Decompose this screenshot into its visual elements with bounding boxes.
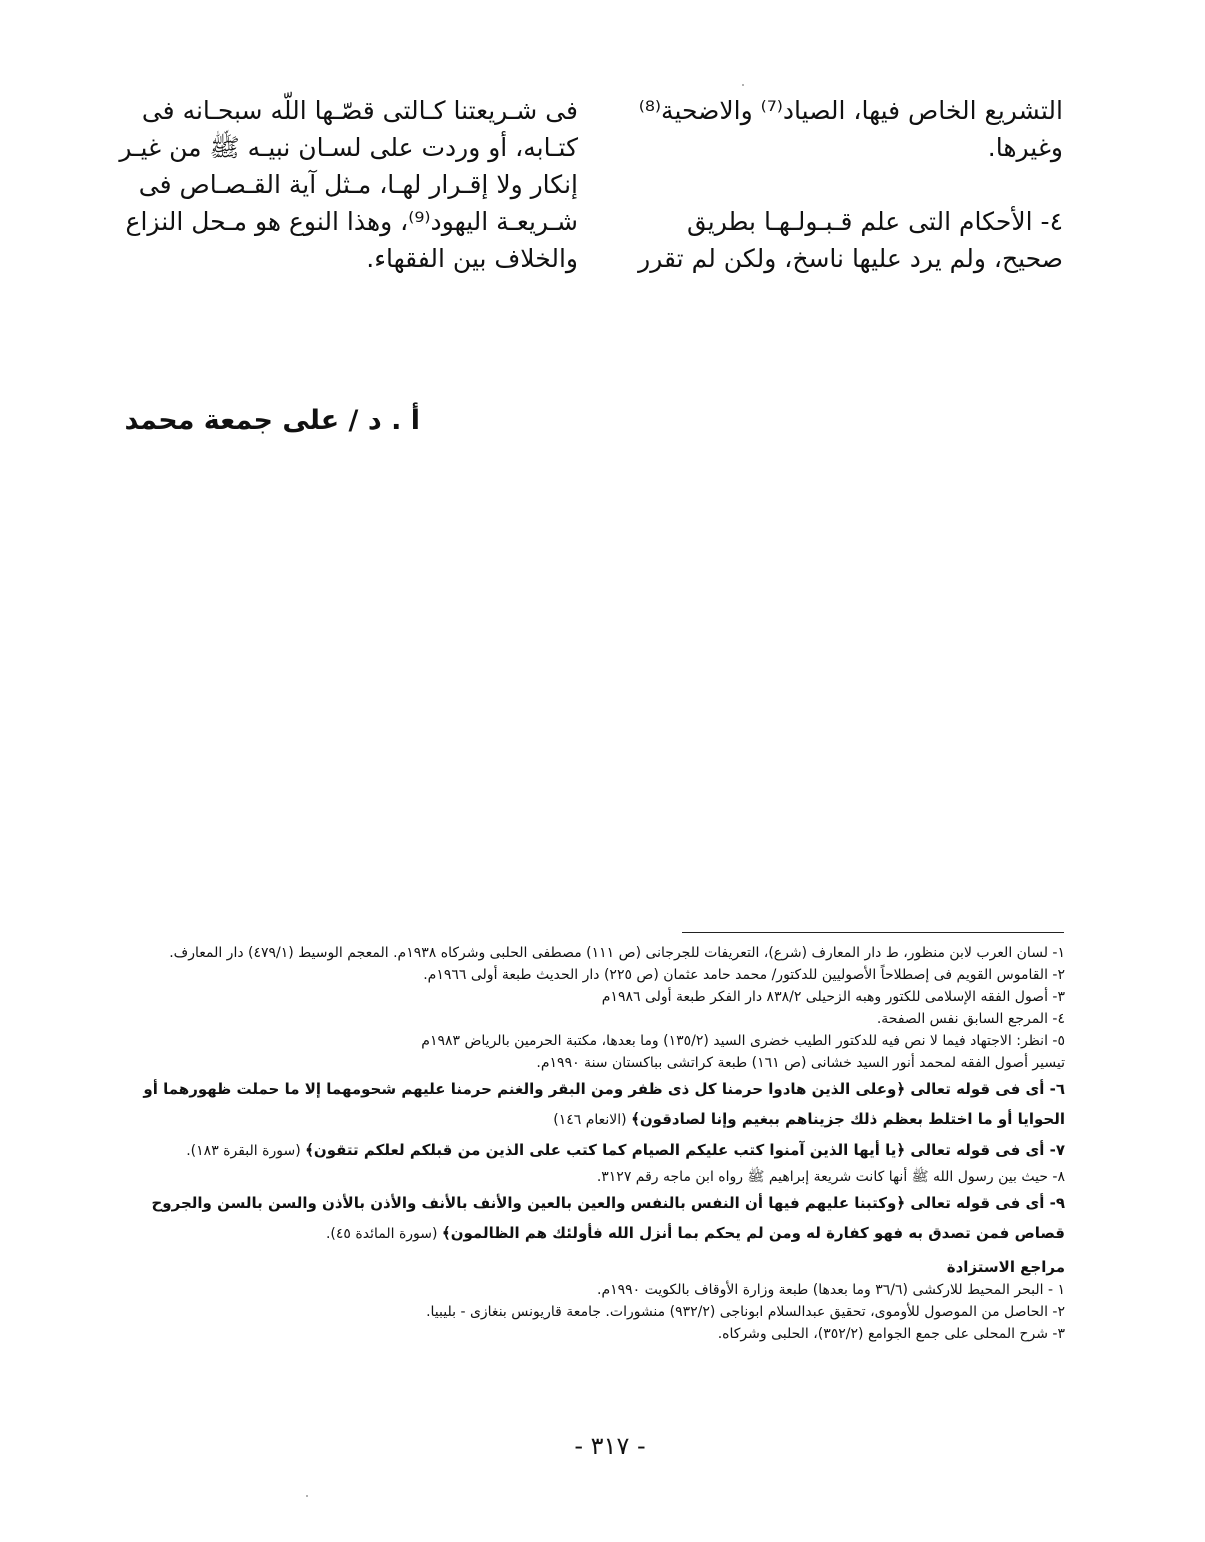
footnotes [140,942,1065,1345]
body-line: كتـابه، أو وردت على لسـان نبيـه ﷺ من غيـر [119,133,578,162]
footnote: ٧- أى فى قوله تعالى ﴿يا أيها الذين آمنوا كتب عليكم الصيام كما كتب على الذين من قبلكم لعلكم تتقون﴾ (سورة البقرة ١٨٣). [186,1141,1065,1159]
footnote: ٤- المرجع السابق نفس الصفحة. [876,1011,1065,1027]
scan-speck [306,1495,308,1497]
body-line: التشريع الخاص فيها، الصياد⁽⁷⁾ والاضحية⁽⁸⁾ [638,96,1063,125]
scan-speck [742,84,744,86]
body-line: فى شـريعتنا كـالتى قصّـها اللّه سبحـانه فى [141,96,578,125]
body-line: ٤- الأحكام التى علم قـبـولـهـا بطريق [686,207,1063,236]
body-line: والخلاف بين الفقهاء. [366,244,578,273]
body-line: شـريعـة اليهود⁽⁹⁾، وهذا النوع هو مـحل النزاع [125,207,578,236]
page-number: - ٣١٧ - [574,1432,646,1460]
author-signature: أ . د / على جمعة محمد [124,405,420,436]
footnote-separator [682,932,1064,933]
right-text-column [628,92,1063,277]
reference-item: ٢- الحاصل من الموصول للأوموى، تحقيق عبدالسلام ابوناجى (٩٣٢/٢) منشورات. جامعة قاريونس بنغازى - بليبيا. [426,1304,1065,1320]
footnote: ٦- أى فى قوله تعالى ﴿وعلى الذين هادوا حرمنا كل ذى ظفر ومن البقر والغنم حرمنا عليهم شحومهما إلا ما حملت ظهورهما أو الحوايا أو ما اختلط بعظم ذلك جزيناهم ببغيم وإنا لصادقون﴾ (الانعام ١٤٦) [143,1080,1065,1128]
footnote: ١- لسان العرب لابن منظور، ط دار المعارف (شرع)، التعريفات للجرجانى (ص ١١١) مصطفى الحلبى وشركاه ١٩٣٨م. المعجم الوسيط (٤٧٩/١) دار المعارف. [169,945,1065,961]
footnote: ٥- انظر: الاجتهاد فيما لا نص فيه للدكتور الطيب خضرى السيد (١٣٥/٢) وما بعدها، مكتبة الحرمين بالرياض ١٩٨٣م [421,1033,1065,1049]
footnote: ٢- القاموس القويم فى إصطلاحاً الأصوليين للدكتور/ محمد حامد عثمان (ص ٢٢٥) دار الحديث طبعة أولى ١٩٦٦م. [423,967,1065,983]
footnote: تيسير أصول الفقه لمحمد أنور السيد خشانى (ص ١٦١) طبعة كراتشى بباكستان سنة ١٩٩٠م. [536,1055,1065,1071]
footnote: ٨- حيث بين رسول الله ﷺ أنها كانت شريعة إبراهيم ﷺ رواه ابن ماجه رقم ٣١٢٧. [596,1169,1065,1185]
footnote: ٩- أى فى قوله تعالى ﴿وكتبنا عليهم فيها أن النفس بالنفس والعين بالعين والأنف بالأنف والأذن بالأذن والسن بالسن والجروح قصاص فمن تصدق به فهو كفارة له ومن لم يحكم بما أنزل الله فأولئك هم الظالمون﴾ (سورة المائدة ٤٥). [151,1194,1065,1242]
left-text-column [119,92,578,277]
footnote: ٣- أصول الفقه الإسلامى للكتور وهبه الزحيلى ٨٣٨/٢ دار الفكر طبعة أولى ١٩٨٦م [601,989,1065,1005]
body-line: صحيح، ولم يرد عليها ناسخ، ولكن لم تقرر [638,244,1063,273]
references-title: مراجع الاستزادة [946,1258,1065,1276]
body-line: إنكار ولا إقـرار لهـا، مـثل آية القـصـاص فى [138,170,578,199]
body-line: وغيرها. [987,133,1063,162]
reference-item: ٣- شرح المحلى على جمع الجوامع (٣٥٢/٢)، الحلبى وشركاه. [717,1326,1065,1342]
reference-item: ١ - البحر المحيط للاركشى (٣٦/٦ وما بعدها) طبعة وزارة الأوقاف بالكويت ١٩٩٠م. [597,1282,1065,1298]
